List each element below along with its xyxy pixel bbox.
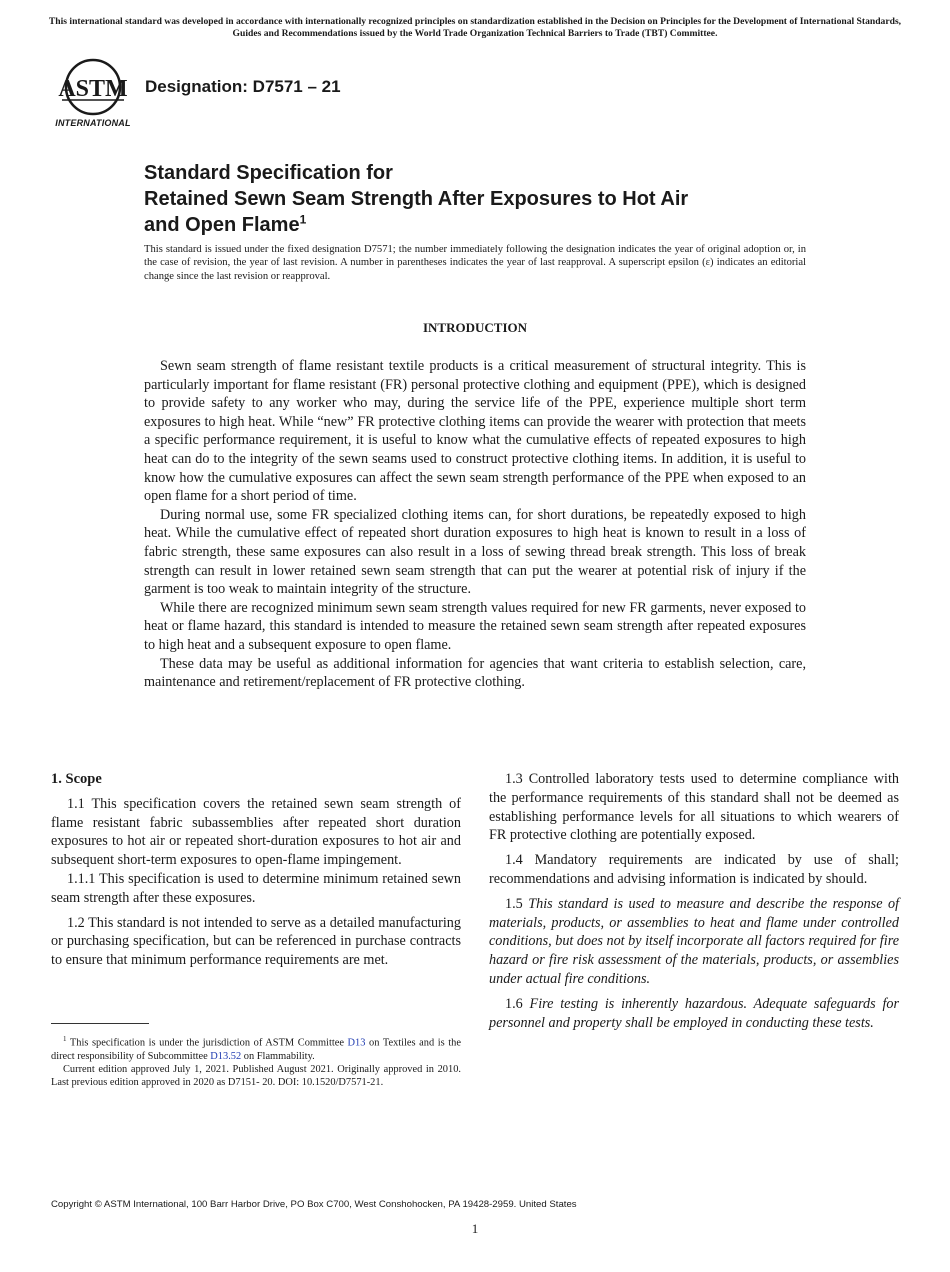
subcommittee-d13-52-link[interactable]: D13.52 <box>210 1050 242 1062</box>
title-line-3-text: and Open Flame <box>144 214 300 236</box>
footnote <box>51 1033 461 1089</box>
footnote-text: This specification is under the jurisdiction of ASTM Committee <box>69 1037 348 1049</box>
copyright-notice: Copyright © ASTM International, 100 Barr Harbor Drive, PO Box C700, West Conshohocken, PA 19428-2959. United States <box>51 1199 577 1210</box>
section-1-1: 1.1 This specification covers the retained sewn seam strength of flame resistant fabric subassemblies after repeated short duration exposures to hot air or repeated short-duration exposures to hot air and subsequent short-term exposures to open-flame impingement. <box>51 795 461 869</box>
issuance-note: This standard is issued under the fixed designation D7571; the number immediately following the designation indicates the year of original adoption or, in the case of revision, the year of last revision. A number in parentheses indicates the year of last reapproval. A superscript epsilon (ε) indicates an editorial change since the last revision or reapproval. <box>144 244 806 282</box>
title-line-3 <box>144 212 844 238</box>
intro-paragraph: Sewn seam strength of flame resistant textile products is a critical measurement of structural integrity. This is particularly important for flame resistant (FR) personal protective clothing and equipment (PPE), which is designed to provide safety to any worker who may, during the service life of the PPE, experience multiple short term exposures to high heat. While “new” FR protective clothing items can provide the wearer with protection that meets a specific performance requirement, it is useful to know what the cumulative effects of repeated exposures to high heat can do to the integrity of the sewn seams used to construct protective clothing items. In addition, it is useful to know how the cumulative exposures can affect the sewn seam strength performance of the PPE when exposed to an open flame for a short period of time. <box>144 358 806 505</box>
section-1-4: 1.4 Mandatory requirements are indicated by use of shall; recommendations and advising information is indicated by should. <box>489 852 899 887</box>
committee-d13-link[interactable]: D13 <box>347 1037 366 1049</box>
section-1-5 <box>489 895 899 989</box>
document-title <box>144 160 844 238</box>
introduction-heading: INTRODUCTION <box>422 320 527 335</box>
section-1-1-1: 1.1.1 This specification is used to determine minimum retained sewn seam strength after these exposures. <box>51 870 461 906</box>
intro-paragraph: During normal use, some FR specialized clothing items can, for short durations, be repeatedly exposed to high heat. While the cumulative effect of repeated short duration exposures to high heat is known to result in a loss of fabric strength, these same exposures can also result in a loss of sewing thread break strength. This loss of break strength can result in lower retained sewn seam strength that can put the wearer at potential risk of injury if the garment is too weak to maintain integrity of the structure. <box>144 506 806 598</box>
section-1-5-text: This standard is used to measure and describe the response of materials, products, or assemblies to heat and flame under controlled conditions, but does not by itself incorporate all factors required for fire hazard or fire risk assessment of the materials, products, or assemblies under actual fire conditions. <box>489 895 900 987</box>
footnote-text: on Flammability. <box>241 1050 315 1062</box>
astm-logo-icon <box>52 56 134 118</box>
intro-paragraph: While there are recognized minimum sewn seam strength values required for new FR garments, never exposed to heat or flame hazard, this standard is intended to measure the retained sewn seam strength after repeated exposures to high heat and a subsequent exposure to open flame. <box>144 599 806 653</box>
footnote-edition: Current edition approved July 1, 2021. Published August 2021. Originally approved in 2010. Last previous edition approved in 2020 as D7151- 20. DOI: 10.1520/D7571-21. <box>51 1063 461 1089</box>
section-1-6 <box>489 995 899 1033</box>
section-1-6-number: 1.6 <box>505 995 523 1012</box>
introduction-body <box>144 357 806 692</box>
astm-logo <box>52 56 136 132</box>
designation: Designation: D7571 – 21 <box>145 77 341 96</box>
title-line-2: Retained Sewn Seam Strength After Exposures to Hot Air <box>144 188 689 210</box>
standards-notice: This international standard was developed in accordance with internationally recognized principles on standardization established in the Decision on Principles for the Development of International Standards, Guides and Recommendations issued by the World Trade Organization Technical Barriers to Trade (TBT) Committee. <box>48 16 902 39</box>
section-1-3: 1.3 Controlled laboratory tests used to determine compliance with the performance requirements of this standard shall not be deemed as establishing performance levels for all situations to which wearers of FR protective clothing are potentially exposed. <box>489 771 899 844</box>
title-line-1: Standard Specification for <box>144 162 393 184</box>
section-1-5-number: 1.5 <box>505 895 523 912</box>
title-footnote-mark: 1 <box>299 212 307 227</box>
section-1-6-text: Fire testing is inherently hazardous. Adequate safeguards for personnel and property shall be employed in conducting these tests. <box>489 995 900 1031</box>
logo-letters: ASTM <box>58 76 128 102</box>
footnote-jurisdiction <box>51 1033 461 1063</box>
footnote-text: on Textiles and is the direct responsibility of Subcommittee <box>51 1037 461 1062</box>
footnote-mark: 1 <box>63 1035 67 1043</box>
page-number: 1 <box>471 1221 479 1236</box>
intro-paragraph: These data may be useful as additional information for agencies that want criteria to establish selection, care, maintenance and retirement/replacement of FR protective clothing. <box>144 655 806 691</box>
footnote-divider <box>51 1023 149 1024</box>
scope-heading: 1. Scope <box>51 771 102 787</box>
section-1-2: 1.2 This standard is not intended to serve as a detailed manufacturing or purchasing specification, but can be referenced in purchase contracts to ensure that minimum performance requirements are met. <box>51 914 461 969</box>
left-column <box>51 770 461 976</box>
logo-international-text: INTERNATIONAL <box>55 118 131 128</box>
right-column <box>489 770 899 1038</box>
